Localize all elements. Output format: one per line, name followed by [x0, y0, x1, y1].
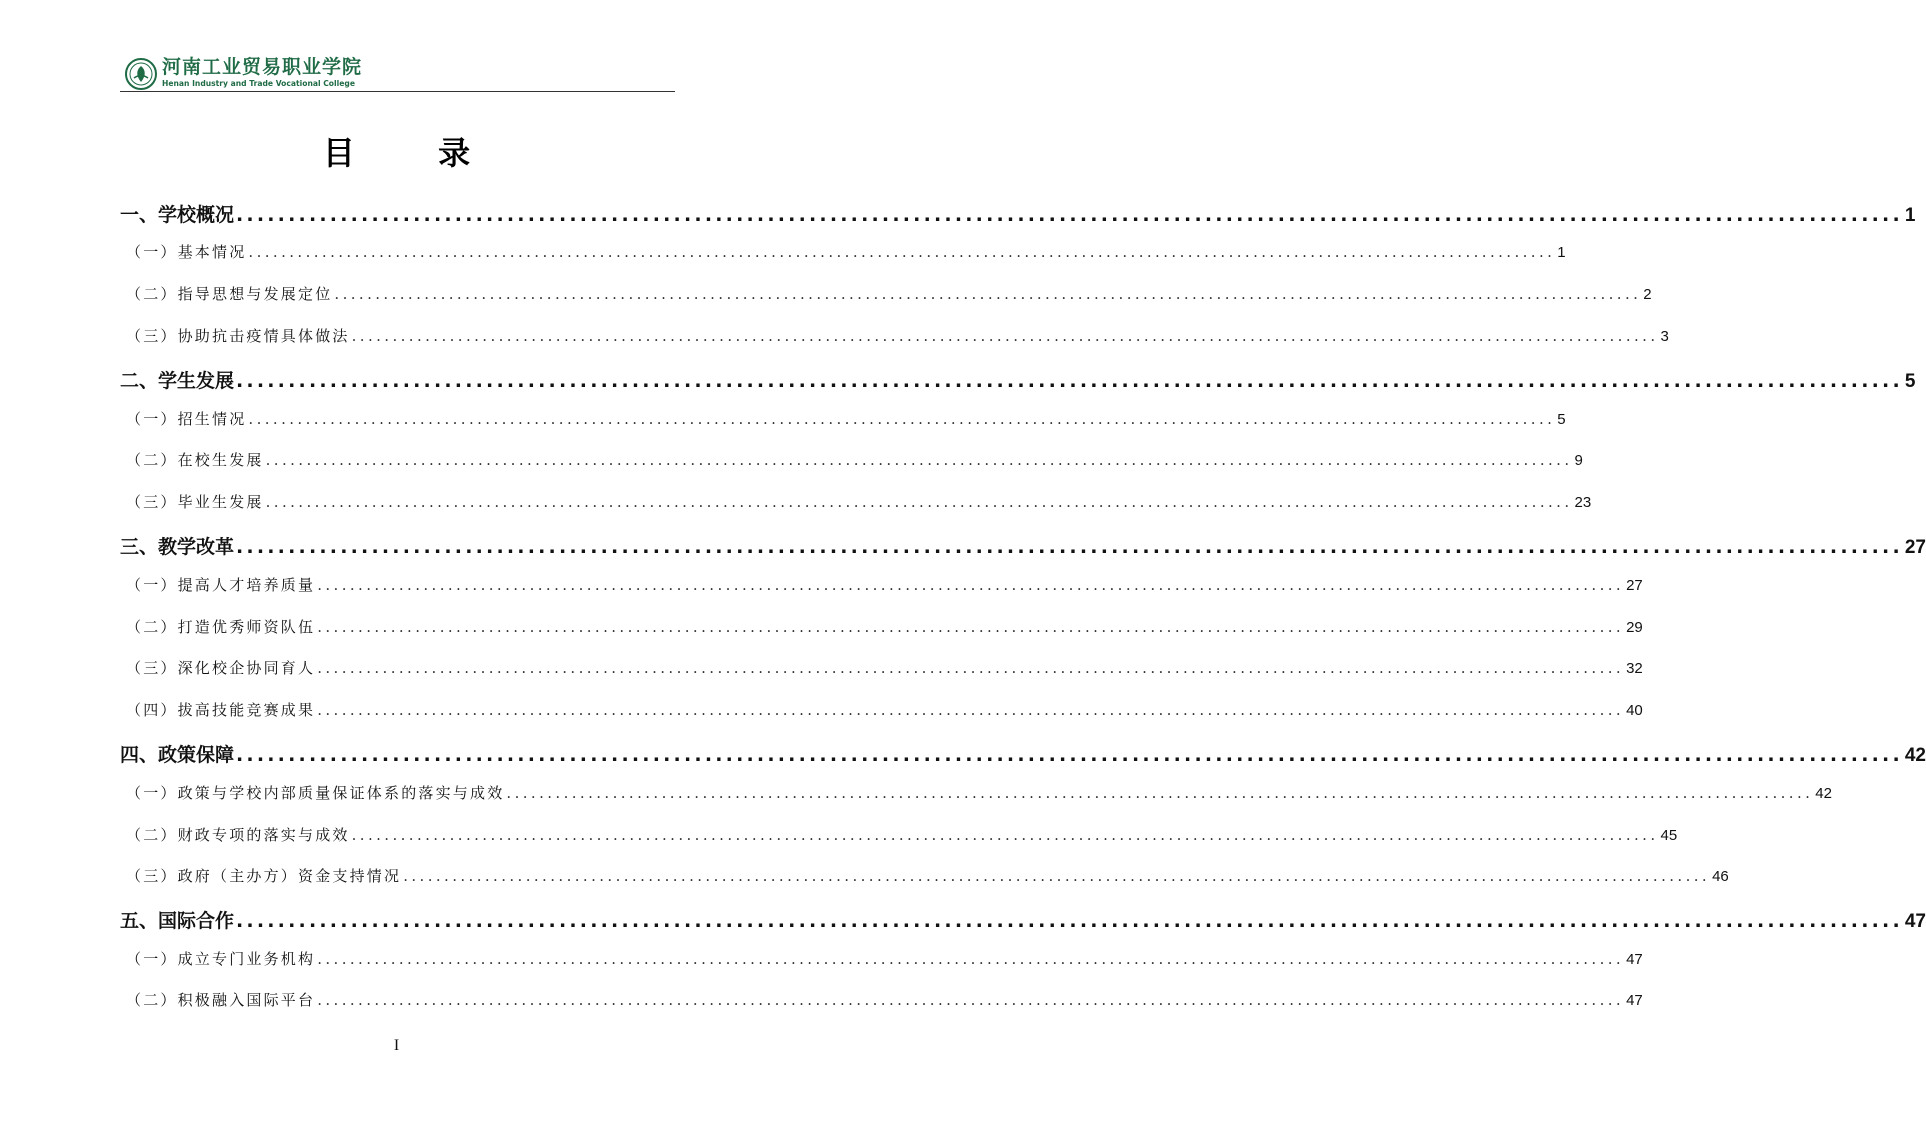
toc-entry-page: 42 — [1815, 785, 1832, 802]
toc-dot-leader: ................................................................................................................................................................ — [351, 327, 1659, 345]
toc-entry-title: （二）在校生发展 — [126, 451, 264, 469]
toc-dot-leader: ................................................................................................................................................................ — [248, 243, 1556, 261]
toc-dot-leader: ................................................................................................................................................................ — [351, 826, 1659, 844]
toc-entry-title: 四、政策保障 — [120, 744, 235, 766]
toc-dot-leader: ................................................................................................................................................................ — [317, 659, 1625, 677]
toc-entry-title: （二）指导思想与发展定位 — [126, 285, 333, 303]
school-name-cn: 河南工业贸易职业学院 — [162, 56, 363, 78]
toc-entry-subsection[interactable] — [120, 241, 1566, 269]
toc-entry-page: 29 — [1626, 619, 1643, 636]
toc-entry-page: 47 — [1626, 992, 1643, 1009]
toc-entry-subsection[interactable] — [120, 657, 1643, 685]
toc-entry-page: 5 — [1904, 371, 1916, 392]
toc-entry-page: 42 — [1904, 745, 1926, 766]
toc-entry-title: 二、学生发展 — [120, 370, 235, 392]
toc-entry-title: （二）打造优秀师资队伍 — [126, 618, 316, 636]
toc-entry-title: （三）深化校企协同育人 — [126, 659, 316, 677]
college-seal-icon — [125, 58, 157, 90]
toc-entry-subsection[interactable] — [120, 283, 1652, 311]
toc-dot-leader: ................................................................................................................................................................ — [248, 410, 1556, 428]
toc-entry-page: 1 — [1904, 205, 1916, 226]
header-divider — [120, 91, 675, 92]
toc-entry-title: （三）政府（主办方）资金支持情况 — [126, 867, 402, 885]
toc-entry-subsection[interactable] — [120, 824, 1678, 852]
toc-dot-leader: ................................................................................................................................................................ — [317, 950, 1625, 968]
toc-dot-leader: ................................................................................................................................................................ — [403, 867, 1711, 885]
toc-entry-section[interactable] — [120, 200, 1916, 228]
toc-entry-page: 32 — [1626, 660, 1643, 677]
toc-entry-title: 三、教学改革 — [120, 536, 235, 558]
toc-dot-leader: ................................................................................................................................................................ — [236, 744, 1903, 766]
toc-entry-page: 47 — [1904, 911, 1926, 932]
toc-entry-title: （一）招生情况 — [126, 410, 247, 428]
page-number: I — [393, 1037, 400, 1054]
toc-entry-subsection[interactable] — [120, 574, 1643, 602]
toc-entry-subsection[interactable] — [120, 408, 1566, 436]
toc-entry-title: （一）基本情况 — [126, 243, 247, 261]
toc-entry-title: （四）拔高技能竞赛成果 — [126, 701, 316, 719]
toc-entry-section[interactable] — [120, 740, 1926, 768]
toc-entry-title: （三）协助抗击疫情具体做法 — [126, 327, 350, 345]
toc-entry-page: 1 — [1557, 244, 1566, 261]
toc-entry-page: 47 — [1626, 951, 1643, 968]
toc-entry-section[interactable] — [120, 532, 1926, 560]
school-name-en: Henan Industry and Trade Vocational College — [162, 79, 355, 88]
toc-entry-title: （三）毕业生发展 — [126, 493, 264, 511]
toc-entry-title: （一）成立专门业务机构 — [126, 950, 316, 968]
toc-entry-subsection[interactable] — [120, 948, 1643, 976]
toc-entry-section[interactable] — [120, 906, 1926, 934]
toc-dot-leader: ................................................................................................................................................................ — [317, 701, 1625, 719]
page-title: 目 录 — [322, 134, 507, 172]
toc-dot-leader: ................................................................................................................................................................ — [236, 536, 1903, 558]
toc-dot-leader: ................................................................................................................................................................ — [265, 451, 1573, 469]
toc-entry-page: 3 — [1660, 328, 1669, 345]
toc-entry-page: 27 — [1626, 577, 1643, 594]
toc-entry-section[interactable] — [120, 366, 1916, 394]
page-header — [120, 56, 675, 92]
toc-entry-title: （一）政策与学校内部质量保证体系的落实与成效 — [126, 784, 505, 802]
toc-entry-title: （二）财政专项的落实与成效 — [126, 826, 350, 844]
toc-dot-leader: ................................................................................................................................................................ — [236, 204, 1903, 226]
toc-entry-page: 40 — [1626, 702, 1643, 719]
toc-entry-page: 27 — [1904, 537, 1926, 558]
school-logo-text — [162, 56, 362, 89]
toc-dot-leader: ................................................................................................................................................................ — [506, 784, 1814, 802]
toc-entry-subsection[interactable] — [120, 616, 1643, 644]
toc-entry-page: 46 — [1712, 868, 1729, 885]
toc-entry-page: 5 — [1557, 411, 1566, 428]
toc-entry-title: 五、国际合作 — [120, 910, 235, 932]
toc-dot-leader: ................................................................................................................................................................ — [265, 493, 1573, 511]
toc-entry-title: （二）积极融入国际平台 — [126, 991, 316, 1009]
toc-dot-leader: ................................................................................................................................................................ — [334, 285, 1642, 303]
toc-entry-page: 23 — [1574, 494, 1592, 511]
toc-dot-leader: ................................................................................................................................................................ — [236, 370, 1903, 392]
toc-entry-subsection[interactable] — [120, 989, 1643, 1017]
toc-entry-title: （一）提高人才培养质量 — [126, 576, 316, 594]
toc-entry-subsection[interactable] — [120, 449, 1583, 477]
toc-entry-page: 45 — [1660, 827, 1678, 844]
toc-entry-subsection[interactable] — [120, 865, 1729, 893]
toc-dot-leader: ................................................................................................................................................................ — [317, 576, 1625, 594]
toc-entry-subsection[interactable] — [120, 325, 1669, 353]
toc-entry-subsection[interactable] — [120, 491, 1592, 519]
toc-entry-subsection[interactable] — [120, 782, 1832, 810]
toc-dot-leader: ................................................................................................................................................................ — [317, 618, 1625, 636]
toc-entry-subsection[interactable] — [120, 699, 1643, 727]
toc-entry-page: 9 — [1574, 452, 1583, 469]
toc-dot-leader: ................................................................................................................................................................ — [236, 910, 1903, 932]
toc-entry-title: 一、学校概况 — [120, 204, 235, 226]
toc-entry-page: 2 — [1643, 286, 1652, 303]
toc-dot-leader: ................................................................................................................................................................ — [317, 991, 1625, 1009]
